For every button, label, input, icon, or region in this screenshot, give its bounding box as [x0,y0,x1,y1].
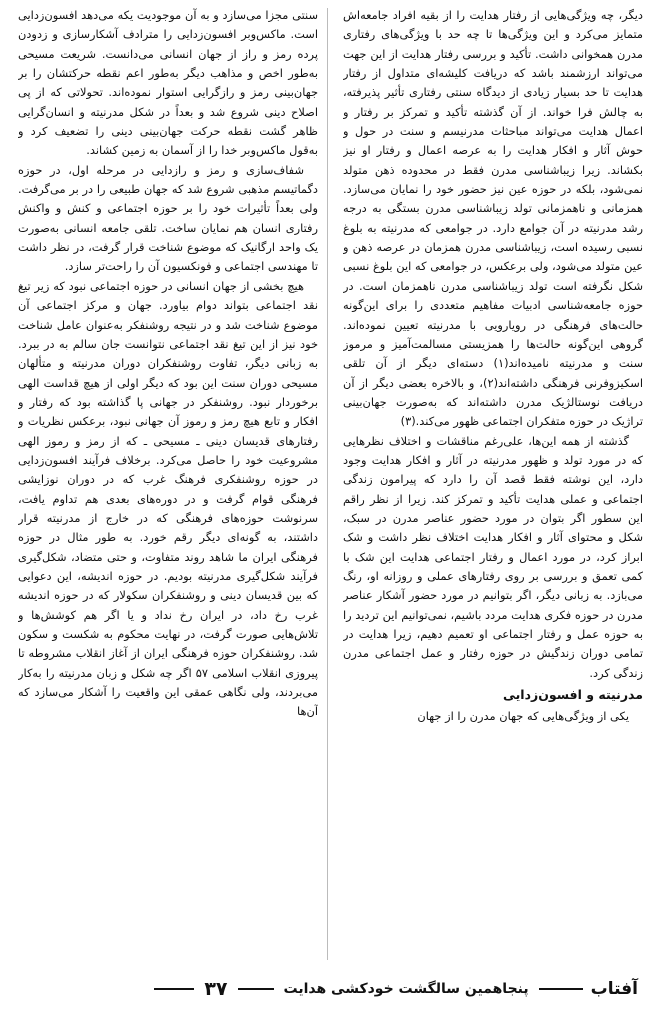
right-column [343,6,643,964]
footer-rule [238,988,274,990]
footer-rule [154,988,194,990]
page-number: ۳۷ [204,978,228,1000]
body-paragraph: هیچ بخشی از جهان انسانی در حوزه اجتماعی نبود که زیر تیغ نقد اجتماعی بتواند دوام بیاورد. جهان و مرکز اجتماعی آن موضوع شناخت شد و در نتیجه روشنفکر به‌عنوان عامل شناخت خود نیز از این تیغ نقد اجتماعی نتوانست جان سالم به در ببرد. به زبانی دیگر، تفاوت روشنفکران دوران مدرنیته و متألهان مسیحی دوران سنت این بود که دیگر اولی از هیچ قداست الهی برخوردار نبود. روشنفکر در جهانی پا گذاشته بود که رفتار و افکار و تابع هیچ رمز و رموز آن جهانی نبود، برعکس نظریات و رفتارهای قدیسان دینی ـ مسیحی ـ که از رمز و رموز الهی مشروعیت خود را حاصل می‌کرد. برخلاف فرآیند افسون‌زدایی در حوزه روشنفکری فرهنگ غرب که در دوران نوزایشی فرهنگی قوام گرفت و در دوره‌های بعدی هم تداوم یافت، سرنوشت حوزه‌های فرهنگی که در خارج از مدرنیته قرار داشتند، به گونه‌ای دیگر رقم خورد. به طور مثال در حوزه فرهنگی ایران ما شاهد روند متفاوت، و حتی متضاد، شکل‌گیری فرآیند شکل‌گیری مدرنیته بودیم. در حوزه اندیشه، این دعوایی که بین قدیسان دینی و روشنفکران سکولار که در حوزه اندیشه غرب رخ داد، در ایران رخ نداد و یا اگر هم کوشش‌ها و تلاش‌هایی صورت گرفت، در نهایت محکوم به شکست و سکون شد. روشنفکران حوزه فرهنگی ایران از آغاز انقلاب مشروطه تا پیروزی انقلاب اسلامی ۵۷ اگر چه شکل و زبان مدرنیته را به‌کار می‌بردند، ولی نگاهی عمقی این واقعیت را آشکار می‌سازد که آن‌ها [18,278,318,719]
body-paragraph: دیگر، چه ویژگی‌هایی از رفتار هدایت را از بقیه افراد جامعه‌اش متمایز می‌کرد و این ویژگی‌ها تا چه حد با ویژگی‌های رفتاری مدرن همخوانی داشت. تأکید و بررسی رفتار هدایت از این جهت می‌تواند ارزشمند باشد که دریافت کلیشه‌ای متداول از رفتار هدایت تا حد بسیار زیادی از دیدگاه سنتی رفتاری تأثیر پذیرفته، به چالش فرا خواند. از آن گذشته تأکید و تمرکز بر رفتار و اعمال هدایت می‌تواند مباحثات مدرنیسم و سنت در حول و حوش آثار و افکار هدایت را به عرصه اعمال و رفتار او نیز بکشاند. زیرا زیباشناسی مدرن فقط در محدوده ذهن متولد نمی‌شود، بلکه در حوزه عین نیز حضور خود را نمایان می‌سازد. همزمانی و ناهمزمانی تولد زیباشناسی مدرن بستگی به درجه رشد مدرنیته در آن جوامع دارد. در جوامعی که مدرنیته به بلوغ نسبی رسیده است، زیباشناسی مدرن همزمان در عرصه ذهن و عین متولد می‌شود، ولی برعکس، در جوامعی که این بلوغ نسبی شکل نگرفته است تولد زیباشناسی مدرن ناهمزمان است. در حوزه جامعه‌شناسی ادبیات مفاهیم متعددی را برای این‌گونه حالت‌های فرهنگی در رویارویی با مدرنیته تعیین نموده‌اند. گروهی این‌گونه حالت‌ها را همزیستی مسالمت‌آمیز و مرموز سنت و مدرنیته نامیده‌اند(۱) دسته‌ای دیگر از آن تلقی اسکیزوفرنی فرهنگی داشته‌اند(۲)، و بالاخره بعضی دیگر از آن دریافت نوستالژیک مدرن داشته‌اند که به‌صورت جهان‌بینی تراژیک در حوزه متفکران اجتماعی ظهور می‌کند.(۳) [343,8,643,429]
magazine-name: آفتاب [590,979,638,999]
column-divider [327,8,328,960]
section-heading: مدرنیته و افسون‌زدایی [502,687,643,703]
left-column [18,6,318,964]
footer-rule [539,988,583,990]
body-paragraph: یکی از ویژگی‌هایی که جهان مدرن را از جهان [417,709,629,724]
body-paragraph: سنتی مجزا می‌سازد و به آن موجودیت یکه می‌دهد افسون‌زدایی است. ماکس‌وبر افسون‌زدایی را مترادف آشکارسازی و زدودن پرده رمز و راز از جهان انسانی می‌دانست. شریعت مسیحی به‌طور اخص و مذاهب دیگر به‌طور اعم نقطه حرکتشان را بر جهان‌بینی رمز و رازگرایی استوار نموده‌اند. تحولاتی که از پی اصلاح دینی شروع شد و بعداً در شکل مدرنیته و انسان‌گرایی ظاهر گشت نقطه حرکت جهان‌بینی دینی را تضعیف کرد و به‌قول ماکس‌وبر خدا را از آسمان به زمین کشاند. [18,8,318,158]
body-paragraph: گذشته از همه این‌ها، علی‌رغم مناقشات و اختلاف نظرهایی که در مورد تولد و ظهور مدرنیته در آثار و افکار هدایت وجود دارد، این نوشته فقط قصد آن را دارد که پیرامون زندگی اجتماعی و عملی هدایت تأکید و تمرکز کند. زیرا از نظر راقم این سطور اگر بتوان در مورد حضور عناصر مدرن در سبک، شکل و محتوای آثار و افکار هدایت اختلاف نظر داشت و شک ابراز کرد، در مورد اعمال و رفتار اجتماعی هدایت این شک با کمی تعمق و بررسی بر روی رفتارهای عملی و روزانه او، رنگ می‌بازد. به زبانی دیگر، اگر بتوانیم در مورد حضور آشکار عناصر مدرن در حوزه فکری هدایت مردد باشیم، نمی‌توانیم این تردید را به حوزه عمل و رفتار اجتماعی او تعمیم دهیم، زیرا هدایت در تمامی دوران زندگیش در حوزه رفتار و عمل اجتماعی مدرن زندگی کرد. [343,433,643,680]
page-footer [18,976,638,1002]
body-paragraph: شفاف‌سازی و رمز و رازدایی در مرحله اول، در حوزه دگماتیسم مذهبی شروع شد که جهان طبیعی را در بر می‌گرفت. ولی بعداً تأثیرات خود را بر حوزه اجتماعی و کنش و واکنش رفتاری انسان هم نمایان ساخت. تلقی جامعه انسانی به‌صورت یک واحد ارگانیک که موضوع شناخت قرار گرفت، در نظر داشت تا مهندسی اجتماعی و فونکسیون آن را راحت‌تر سازد. [18,162,318,274]
anniversary-title: پنجاهمین سالگشت خودکشی هدایت [283,981,529,997]
